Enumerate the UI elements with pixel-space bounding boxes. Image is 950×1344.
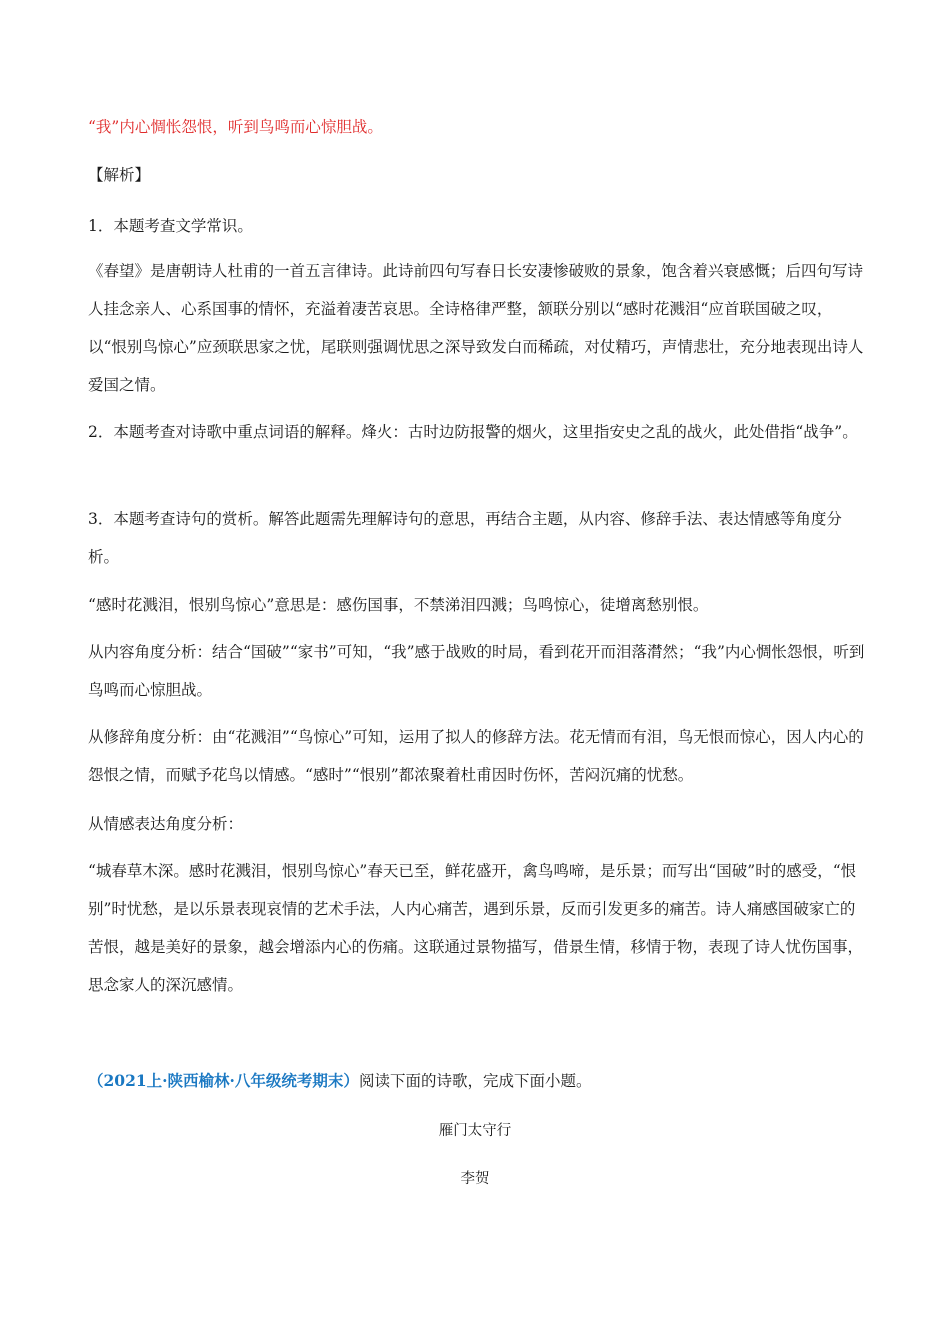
item3-emotion-body: “城春草木深。感时花溅泪，恨别鸟惊心”春天已至，鲜花盛开，禽鸟鸣啼，是乐景；而写出“国破”时的感受，“恨别”时忧愁，是以乐景表现哀情的艺术手法，人内心痛苦，遇到乐景，反而引发更多的痛苦。诗人痛感国破家亡的苦恨，越是美好的景象，越会增添内心的伤痛。这联通过景物描写，借景生情，移情于物，表现了诗人忧伤国事，思念家人的深沉感情。 — [88, 862, 864, 994]
next-question-line — [88, 1062, 868, 1100]
item2-body: 2．本题考查对诗歌中重点词语的解释。烽火：古时边防报警的烟火，这里指安史之乱的战火，此处借指“战争”。 — [88, 423, 858, 441]
item1-body: 《春望》是唐朝诗人杜甫的一首五言律诗。此诗前四句写春日长安凄惨破败的景象，饱含着兴衰感慨；后四句写诗人挂念亲人、心系国事的情怀，充溢着凄苦哀思。全诗格律严整，颔联分别以“感时花溅泪“应首联国破之叹，以“恨别鸟惊心”应颈联思家之忧，尾联则强调忧思之深导致发白而稀疏，对仗精巧，声情悲壮，充分地表现出诗人爱国之情。 — [88, 262, 864, 394]
item1-title: 1．本题考查文学常识。 — [88, 217, 253, 235]
item3-rhetoric: 从修辞角度分析：由“花溅泪”“鸟惊心”可知，运用了拟人的修辞方法。花无情而有泪，鸟无恨而惊心，因人内心的怨恨之情，而赋予花鸟以情感。“感时”“恨别”都浓聚着杜甫因时伤怀，苦闷沉痛的忧愁。 — [88, 728, 864, 784]
poem-author: 李贺 — [460, 1171, 490, 1187]
answer-line: “我”内心惆怅怨恨，听到鸟鸣而心惊胆战。 — [88, 118, 383, 136]
question-source: （2021上·陕西榆林·八年级统考期末） — [88, 1071, 359, 1090]
item3-emotion-heading: 从情感表达角度分析： — [88, 815, 244, 833]
poem-title: 雁门太守行 — [438, 1123, 512, 1139]
item3-content: 从内容角度分析：结合“国破”“家书”可知，“我”感于战败的时局，看到花开而泪落潸然；“我”内心惆怅怨恨，听到鸟鸣而心惊胆战。 — [88, 643, 865, 699]
item3-title: 3．本题考查诗句的赏析。解答此题需先理解诗句的意思，再结合主题，从内容、修辞手法、表达情感等角度分析。 — [88, 510, 842, 566]
analysis-heading: 【解析】 — [88, 166, 151, 184]
item3-meaning: “感时花溅泪，恨别鸟惊心”意思是：感伤国事，不禁涕泪四溅；鸟鸣惊心，徒增离愁别恨。 — [88, 596, 709, 614]
question-prompt: 阅读下面的诗歌，完成下面小题。 — [358, 1072, 592, 1090]
